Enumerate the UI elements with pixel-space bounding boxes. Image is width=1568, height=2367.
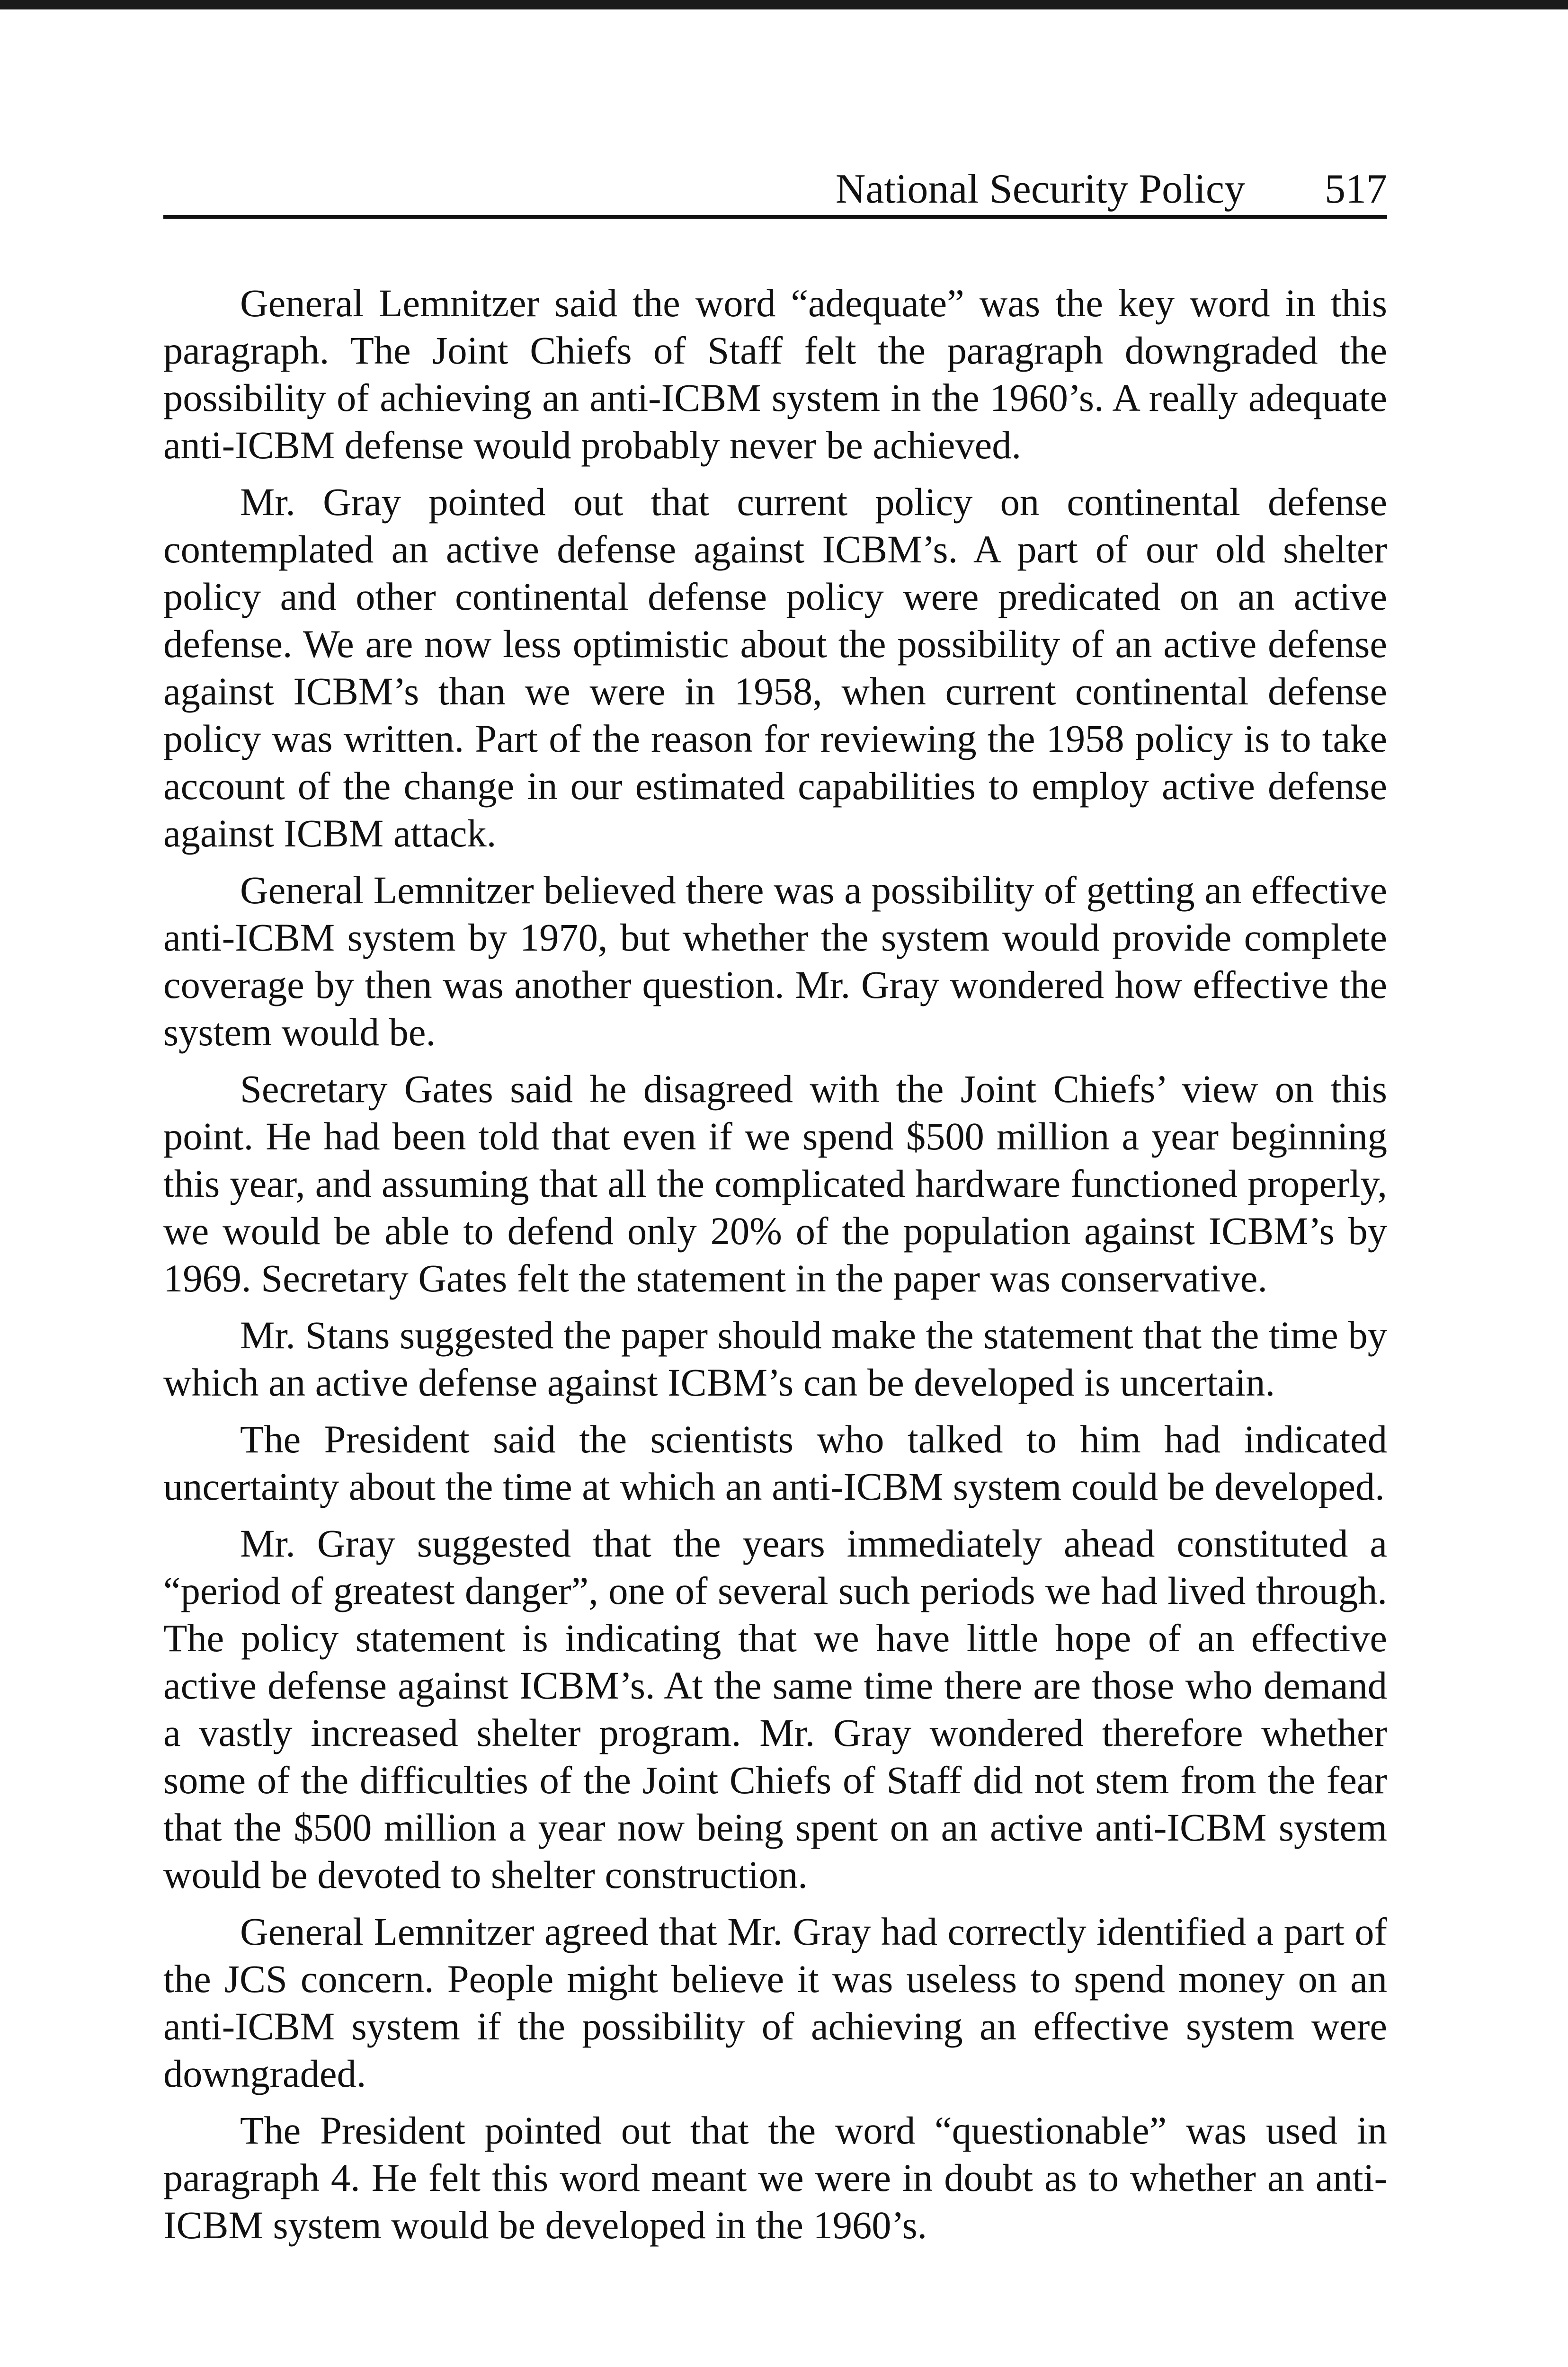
running-title: National Security Policy [835,166,1245,212]
paragraph-9: The President pointed out that the word “questionable” was used in paragraph 4. He felt this word meant we were in doubt as to whether an anti-ICBM system would be developed in the 1960’s. [163,2109,1387,2247]
paragraph-6: The President said the scientists who talked to him had indicated uncertainty about the time at which an anti-ICBM system could be developed. [163,1417,1387,1508]
page-number: 517 [1325,166,1387,212]
page-top-edge [0,0,1568,9]
paragraph-1: General Lemnitzer said the word “adequate” was the key word in this paragraph. The Joint Chiefs of Staff felt the paragraph downgraded the possibility of achieving an anti-ICBM system in the 1960’s. A really adequate anti-ICBM defense would probably never be achieved. [163,281,1387,467]
paragraph-2: Mr. Gray pointed out that current policy on continental defense contemplated an active defense against ICBM’s. A part of our old shelter policy and other continental defense policy were predicated on an active defense. We are now less optimistic about the possibility of an active defense against ICBM’s than we were in 1958, when current continental defense policy was written. Part of the reason for reviewing the 1958 policy is to take account of the change in our estimated capabilities to employ active defense against ICBM attack. [163,480,1387,855]
paragraph-5: Mr. Stans suggested the paper should make the statement that the time by which an active defense against ICBM’s can be developed is uncertain. [163,1313,1387,1404]
body-text [163,279,1387,2258]
paragraph-3: General Lemnitzer believed there was a possibility of getting an effective anti-ICBM system by 1970, but whether the system would provide complete coverage by then was another question. Mr. Gray wondered how effective the system would be. [163,868,1387,1054]
paragraph-4: Secretary Gates said he disagreed with the Joint Chiefs’ view on this point. He had been told that even if we spend $500 million a year beginning this year, and assuming that all the complicated hardware functioned properly, we would be able to defend only 20% of the population against ICBM’s by 1969. Secretary Gates felt the statement in the paper was conservative. [163,1067,1387,1300]
running-head [163,157,1387,219]
header-rule [163,215,1387,219]
paragraph-7: Mr. Gray suggested that the years immediately ahead constituted a “period of greatest danger”, one of several such periods we had lived through. The policy statement is indicating that we have little hope of an effective active defense against ICBM’s. At the same time there are those who demand a vastly increased shelter program. Mr. Gray wondered therefore whether some of the difficulties of the Joint Chiefs of Staff did not stem from the fear that the $500 million a year now being spent on an active anti-ICBM system would be devoted to shelter construction. [163,1522,1387,1896]
paragraph-8: General Lemnitzer agreed that Mr. Gray had correctly identified a part of the JCS concern. People might believe it was useless to spend money on an anti-ICBM system if the possibility of achieving an effective system were downgraded. [163,1910,1387,2095]
